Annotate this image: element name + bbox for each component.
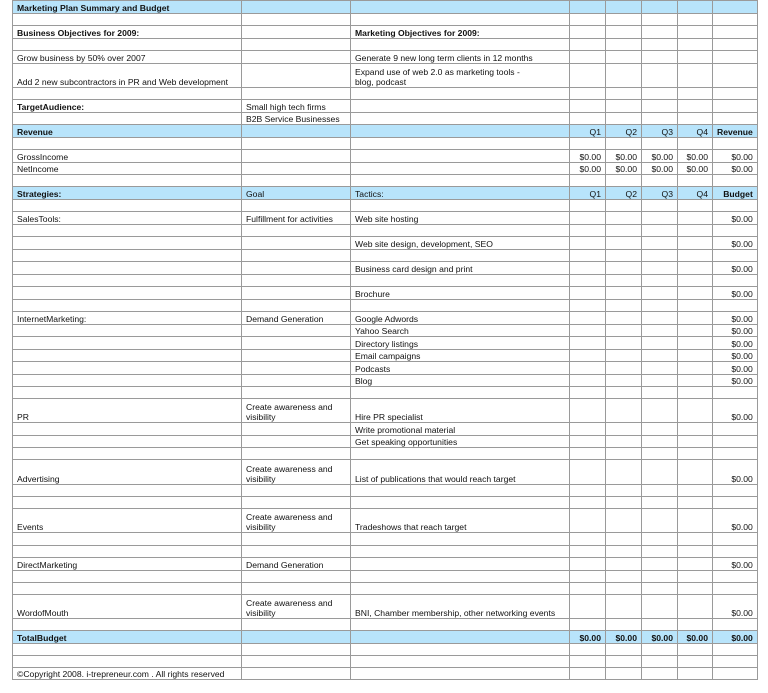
q1-total[interactable]: $0.00 <box>570 631 606 644</box>
grand-total[interactable]: $0.00 <box>713 631 758 644</box>
tactic[interactable]: Write promotional material <box>351 423 570 436</box>
tactic[interactable]: Brochure <box>351 287 570 300</box>
revenue-total-header[interactable]: Revenue <box>713 125 758 138</box>
marketing-objectives-label[interactable]: Marketing Objectives for 2009: <box>351 26 570 39</box>
copyright-text[interactable]: ©Copyright 2008. i-trepreneur.com . All rights reserved <box>13 668 242 680</box>
revenue-row-label[interactable]: GrossIncome <box>13 150 242 163</box>
total-cell[interactable]: $0.00 <box>713 163 758 175</box>
total-cell[interactable]: $0.00 <box>713 150 758 163</box>
strategy-goal[interactable]: Create awareness and visibility <box>242 399 351 423</box>
title-row <box>13 1 758 14</box>
revenue-header-row <box>13 125 758 138</box>
tactic-row <box>13 350 758 362</box>
q4-cell[interactable]: $0.00 <box>678 150 713 163</box>
tactic-row <box>13 287 758 300</box>
spreadsheet-grid <box>12 0 758 680</box>
target-audience-value[interactable]: Small high tech firms <box>242 100 351 113</box>
budget-cell[interactable]: $0.00 <box>713 460 758 485</box>
budget-cell[interactable]: $0.00 <box>713 337 758 350</box>
strategies-label[interactable]: Strategies: <box>13 187 242 200</box>
strategy-row <box>13 558 758 571</box>
budget-cell[interactable]: $0.00 <box>713 312 758 325</box>
objective-row <box>13 51 758 64</box>
tactic[interactable]: BNI, Chamber membership, other networking events <box>351 595 570 619</box>
tactic[interactable]: Podcasts <box>351 362 570 375</box>
q3-header[interactable]: Q3 <box>642 187 678 200</box>
tactic[interactable]: Google Adwords <box>351 312 570 325</box>
strategy-row <box>13 509 758 533</box>
target-audience-row <box>13 113 758 125</box>
tactic-row <box>13 237 758 250</box>
business-objective[interactable]: Add 2 new subcontractors in PR and Web development <box>13 64 242 88</box>
q2-cell[interactable]: $0.00 <box>606 150 642 163</box>
q3-cell[interactable]: $0.00 <box>642 163 678 175</box>
q1-cell[interactable]: $0.00 <box>570 150 606 163</box>
objectives-label-row <box>13 26 758 39</box>
budget-cell[interactable]: $0.00 <box>713 362 758 375</box>
tactic-row <box>13 337 758 350</box>
tactics-header[interactable]: Tactics: <box>351 187 570 200</box>
target-audience-row <box>13 100 758 113</box>
tactic[interactable]: Get speaking opportunities <box>351 436 570 448</box>
q2-header[interactable]: Q2 <box>606 125 642 138</box>
q2-total[interactable]: $0.00 <box>606 631 642 644</box>
total-budget-label[interactable]: TotalBudget <box>13 631 242 644</box>
strategy-row <box>13 399 758 423</box>
strategy-goal[interactable]: Demand Generation <box>242 312 351 325</box>
revenue-row <box>13 150 758 163</box>
q3-total[interactable]: $0.00 <box>642 631 678 644</box>
q4-header[interactable]: Q4 <box>678 125 713 138</box>
strategy-label[interactable]: WordofMouth <box>13 595 242 619</box>
q2-header[interactable]: Q2 <box>606 187 642 200</box>
tactic-row <box>13 362 758 375</box>
q4-total[interactable]: $0.00 <box>678 631 713 644</box>
strategy-goal[interactable]: Fulfillment for activities <box>242 212 351 225</box>
budget-cell[interactable]: $0.00 <box>713 350 758 362</box>
objective-row <box>13 64 758 88</box>
tactic[interactable]: Hire PR specialist <box>351 399 570 423</box>
copyright-row <box>13 668 758 680</box>
budget-cell[interactable]: $0.00 <box>713 399 758 423</box>
business-objectives-label[interactable]: Business Objectives for 2009: <box>13 26 242 39</box>
tactic[interactable]: Tradeshows that reach target <box>351 509 570 533</box>
strategy-goal[interactable]: Create awareness and visibility <box>242 595 351 619</box>
strategy-row <box>13 212 758 225</box>
revenue-row <box>13 163 758 175</box>
strategy-label[interactable]: InternetMarketing: <box>13 312 242 325</box>
budget-cell[interactable]: $0.00 <box>713 237 758 250</box>
budget-cell[interactable]: $0.00 <box>713 509 758 533</box>
tactic[interactable]: Email campaigns <box>351 350 570 362</box>
strategy-label[interactable]: PR <box>13 399 242 423</box>
tactic[interactable]: Yahoo Search <box>351 325 570 337</box>
strategies-header-row <box>13 187 758 200</box>
budget-cell[interactable]: $0.00 <box>713 262 758 275</box>
q1-header[interactable]: Q1 <box>570 125 606 138</box>
tactic[interactable]: List of publications that would reach target <box>351 460 570 485</box>
goal-header[interactable]: Goal <box>242 187 351 200</box>
tactic-row <box>13 325 758 337</box>
strategy-label[interactable]: Advertising <box>13 460 242 485</box>
strategy-label[interactable]: SalesTools: <box>13 212 242 225</box>
budget-cell[interactable]: $0.00 <box>713 325 758 337</box>
tactic[interactable]: Blog <box>351 375 570 387</box>
budget-cell[interactable]: $0.00 <box>713 287 758 300</box>
tactic-row <box>13 423 758 436</box>
budget-cell[interactable]: $0.00 <box>713 212 758 225</box>
revenue-row-label[interactable]: NetIncome <box>13 163 242 175</box>
budget-cell[interactable]: $0.00 <box>713 558 758 571</box>
target-audience-label[interactable]: TargetAudience: <box>13 100 242 113</box>
sheet-title[interactable]: Marketing Plan Summary and Budget <box>13 1 242 14</box>
strategy-row <box>13 312 758 325</box>
q1-cell[interactable]: $0.00 <box>570 163 606 175</box>
q2-cell[interactable]: $0.00 <box>606 163 642 175</box>
q3-header[interactable]: Q3 <box>642 125 678 138</box>
tactic-row <box>13 436 758 448</box>
strategy-goal[interactable]: Create awareness and visibility <box>242 460 351 485</box>
tactic[interactable]: Web site hosting <box>351 212 570 225</box>
marketing-objective[interactable]: Expand use of web 2.0 as marketing tools - blog, podcast <box>351 64 570 88</box>
tactic-row <box>13 375 758 387</box>
q1-header[interactable]: Q1 <box>570 187 606 200</box>
strategy-row <box>13 595 758 619</box>
strategy-row <box>13 460 758 485</box>
tactic[interactable]: Web site design, development, SEO <box>351 237 570 250</box>
tactic[interactable]: Business card design and print <box>351 262 570 275</box>
strategy-goal[interactable]: Create awareness and visibility <box>242 509 351 533</box>
strategy-label[interactable]: DirectMarketing <box>13 558 242 571</box>
budget-cell[interactable]: $0.00 <box>713 375 758 387</box>
business-objective[interactable]: Grow business by 50% over 2007 <box>13 51 242 64</box>
target-audience-value[interactable]: B2B Service Businesses <box>242 113 351 125</box>
budget-header[interactable]: Budget <box>713 187 758 200</box>
q4-header[interactable]: Q4 <box>678 187 713 200</box>
strategy-label[interactable]: Events <box>13 509 242 533</box>
strategy-goal[interactable]: Demand Generation <box>242 558 351 571</box>
q3-cell[interactable]: $0.00 <box>642 150 678 163</box>
q4-cell[interactable]: $0.00 <box>678 163 713 175</box>
tactic-row <box>13 262 758 275</box>
tactic[interactable]: Directory listings <box>351 337 570 350</box>
total-budget-row <box>13 631 758 644</box>
marketing-objective[interactable]: Generate 9 new long term clients in 12 months <box>351 51 570 64</box>
revenue-label[interactable]: Revenue <box>13 125 242 138</box>
budget-cell[interactable]: $0.00 <box>713 595 758 619</box>
